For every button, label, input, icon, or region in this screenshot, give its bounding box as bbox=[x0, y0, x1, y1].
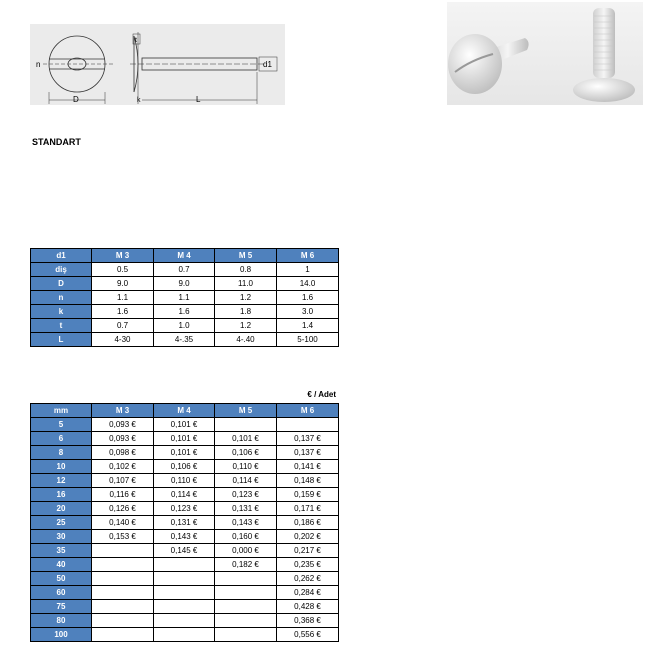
column-header: mm bbox=[31, 404, 92, 418]
table-cell bbox=[154, 614, 215, 628]
table-cell: 0,000 € bbox=[215, 544, 277, 558]
table-cell: 0,182 € bbox=[215, 558, 277, 572]
table-cell bbox=[215, 628, 277, 642]
table-row bbox=[31, 600, 339, 614]
row-label: 5 bbox=[31, 418, 92, 432]
table-cell: 0,556 € bbox=[277, 628, 339, 642]
table-cell: 0,116 € bbox=[92, 488, 154, 502]
table-cell bbox=[92, 628, 154, 642]
column-header: M 5 bbox=[215, 249, 277, 263]
table-row bbox=[31, 418, 339, 432]
table-cell: 0,137 € bbox=[277, 432, 339, 446]
table-row bbox=[31, 544, 339, 558]
row-label: k bbox=[31, 305, 92, 319]
column-header: M 3 bbox=[92, 404, 154, 418]
table-cell: 0,110 € bbox=[154, 474, 215, 488]
column-header: M 4 bbox=[154, 249, 215, 263]
table-cell: 1.6 bbox=[154, 305, 215, 319]
row-label: 40 bbox=[31, 558, 92, 572]
table-row bbox=[31, 502, 339, 516]
table-cell: 1.2 bbox=[215, 319, 277, 333]
row-label: 60 bbox=[31, 586, 92, 600]
table-row bbox=[31, 319, 339, 333]
table-row bbox=[31, 558, 339, 572]
table-cell: 0,093 € bbox=[92, 418, 154, 432]
table-row bbox=[31, 488, 339, 502]
mushroom-head-screw-icon bbox=[447, 2, 643, 105]
table-cell: 0,235 € bbox=[277, 558, 339, 572]
table-cell: 1.1 bbox=[92, 291, 154, 305]
label-t: t bbox=[135, 37, 137, 44]
section-title: STANDART bbox=[32, 137, 81, 147]
row-label: L bbox=[31, 333, 92, 347]
table-cell: 0.7 bbox=[92, 319, 154, 333]
label-D: D bbox=[73, 95, 79, 104]
column-header: M 5 bbox=[215, 404, 277, 418]
price-table bbox=[30, 403, 339, 642]
table-cell: 0,093 € bbox=[92, 432, 154, 446]
row-label: t bbox=[31, 319, 92, 333]
table-row bbox=[31, 530, 339, 544]
table-cell: 0,284 € bbox=[277, 586, 339, 600]
table-cell bbox=[92, 544, 154, 558]
price-unit-label: € / Adet bbox=[307, 390, 336, 399]
row-label: 30 bbox=[31, 530, 92, 544]
table-row bbox=[31, 446, 339, 460]
table-row bbox=[31, 333, 339, 347]
row-label: 80 bbox=[31, 614, 92, 628]
row-label: 6 bbox=[31, 432, 92, 446]
table-cell bbox=[92, 600, 154, 614]
table-cell: 14.0 bbox=[277, 277, 339, 291]
row-label: 8 bbox=[31, 446, 92, 460]
table-cell: 0,143 € bbox=[215, 516, 277, 530]
row-label: 50 bbox=[31, 572, 92, 586]
table-cell: 0,145 € bbox=[154, 544, 215, 558]
table-cell bbox=[92, 614, 154, 628]
table-cell: 0,126 € bbox=[92, 502, 154, 516]
row-label: 20 bbox=[31, 502, 92, 516]
table-cell bbox=[215, 572, 277, 586]
label-k: k bbox=[137, 97, 141, 104]
table-cell: 0,141 € bbox=[277, 460, 339, 474]
column-header: d1 bbox=[31, 249, 92, 263]
table-cell: 0,131 € bbox=[215, 502, 277, 516]
product-photo bbox=[447, 2, 643, 105]
table-row bbox=[31, 628, 339, 642]
table-row bbox=[31, 305, 339, 319]
table-cell: 0,160 € bbox=[215, 530, 277, 544]
table-cell bbox=[92, 572, 154, 586]
table-cell: 0.8 bbox=[215, 263, 277, 277]
table-cell: 0,262 € bbox=[277, 572, 339, 586]
table-cell: 1 bbox=[277, 263, 339, 277]
table-cell: 0.5 bbox=[92, 263, 154, 277]
label-d1: d1 bbox=[263, 60, 272, 69]
column-header: M 3 bbox=[92, 249, 154, 263]
table-cell: 0,106 € bbox=[215, 446, 277, 460]
table-cell: 0,101 € bbox=[154, 432, 215, 446]
table-cell bbox=[154, 586, 215, 600]
row-label: 35 bbox=[31, 544, 92, 558]
table-row bbox=[31, 277, 339, 291]
table-cell: 0,110 € bbox=[215, 460, 277, 474]
dimension-table bbox=[30, 248, 339, 347]
table-cell: 0,098 € bbox=[92, 446, 154, 460]
table-row bbox=[31, 586, 339, 600]
table-cell: 0,428 € bbox=[277, 600, 339, 614]
table-row bbox=[31, 460, 339, 474]
table-row bbox=[31, 516, 339, 530]
table-cell: 0,107 € bbox=[92, 474, 154, 488]
row-label: 12 bbox=[31, 474, 92, 488]
table-row bbox=[31, 474, 339, 488]
table-cell bbox=[92, 586, 154, 600]
table-cell: 0,131 € bbox=[154, 516, 215, 530]
table-cell bbox=[154, 628, 215, 642]
table-cell: 0,102 € bbox=[92, 460, 154, 474]
table-cell: 0,101 € bbox=[154, 446, 215, 460]
table-row bbox=[31, 263, 339, 277]
table-cell: 0,140 € bbox=[92, 516, 154, 530]
row-label: 10 bbox=[31, 460, 92, 474]
column-header: M 6 bbox=[277, 249, 339, 263]
table-cell: 1.1 bbox=[154, 291, 215, 305]
table-row bbox=[31, 614, 339, 628]
table-cell: 9.0 bbox=[92, 277, 154, 291]
table-cell: 1.4 bbox=[277, 319, 339, 333]
table-cell bbox=[215, 418, 277, 432]
table-cell: 0,202 € bbox=[277, 530, 339, 544]
table-cell: 1.6 bbox=[277, 291, 339, 305]
table-cell: 0,143 € bbox=[154, 530, 215, 544]
row-label: D bbox=[31, 277, 92, 291]
table-cell: 1.2 bbox=[215, 291, 277, 305]
screw-dimension-drawing-icon bbox=[30, 24, 285, 105]
table-cell: 0,217 € bbox=[277, 544, 339, 558]
table-cell: 0,148 € bbox=[277, 474, 339, 488]
table-cell: 1.0 bbox=[154, 319, 215, 333]
column-header: M 4 bbox=[154, 404, 215, 418]
table-cell: 11.0 bbox=[215, 277, 277, 291]
table-cell bbox=[215, 600, 277, 614]
table-cell: 1.6 bbox=[92, 305, 154, 319]
table-cell: 0,114 € bbox=[215, 474, 277, 488]
row-label: 100 bbox=[31, 628, 92, 642]
label-L: L bbox=[196, 95, 201, 104]
row-label: 16 bbox=[31, 488, 92, 502]
row-label: n bbox=[31, 291, 92, 305]
technical-drawing bbox=[30, 24, 285, 105]
table-cell: 0,153 € bbox=[92, 530, 154, 544]
table-cell: 0,114 € bbox=[154, 488, 215, 502]
table-cell: 4-.35 bbox=[154, 333, 215, 347]
table-row bbox=[31, 432, 339, 446]
label-n: n bbox=[36, 60, 41, 69]
table-cell: 0,101 € bbox=[215, 432, 277, 446]
table-cell: 0,123 € bbox=[154, 502, 215, 516]
table-cell: 0,159 € bbox=[277, 488, 339, 502]
table-row bbox=[31, 291, 339, 305]
table-cell: 4-30 bbox=[92, 333, 154, 347]
table-cell: 0,368 € bbox=[277, 614, 339, 628]
row-label: diş bbox=[31, 263, 92, 277]
table-cell: 0.7 bbox=[154, 263, 215, 277]
table-cell bbox=[277, 418, 339, 432]
column-header: M 6 bbox=[277, 404, 339, 418]
row-label: 25 bbox=[31, 516, 92, 530]
table-cell bbox=[154, 572, 215, 586]
table-row bbox=[31, 572, 339, 586]
table-cell bbox=[154, 558, 215, 572]
table-cell: 5-100 bbox=[277, 333, 339, 347]
table-cell: 0,123 € bbox=[215, 488, 277, 502]
table-cell: 0,106 € bbox=[154, 460, 215, 474]
table-cell: 3.0 bbox=[277, 305, 339, 319]
table-cell bbox=[92, 558, 154, 572]
row-label: 75 bbox=[31, 600, 92, 614]
table-cell: 0,171 € bbox=[277, 502, 339, 516]
table-cell: 0,101 € bbox=[154, 418, 215, 432]
table-cell bbox=[215, 586, 277, 600]
header-row bbox=[31, 404, 339, 418]
header-row bbox=[31, 249, 339, 263]
table-cell: 9.0 bbox=[154, 277, 215, 291]
table-cell: 0,137 € bbox=[277, 446, 339, 460]
table-cell: 1.8 bbox=[215, 305, 277, 319]
table-cell bbox=[215, 614, 277, 628]
table-cell: 4-.40 bbox=[215, 333, 277, 347]
table-cell bbox=[154, 600, 215, 614]
table-cell: 0,186 € bbox=[277, 516, 339, 530]
